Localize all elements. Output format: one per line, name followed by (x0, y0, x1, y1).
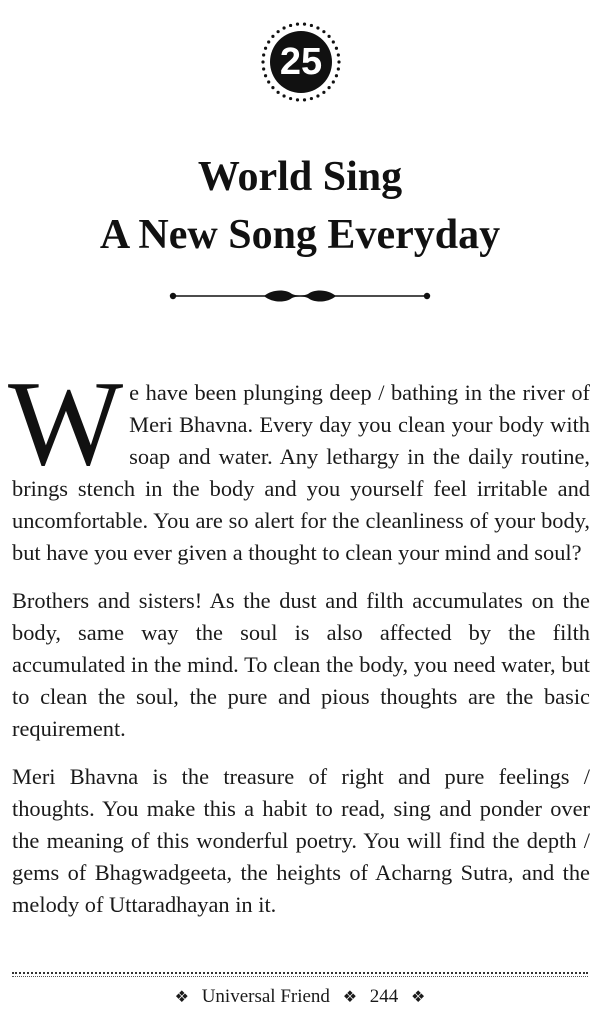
paragraph-2: Brothers and sisters! As the dust and filth accumulates on the body, same way the soul is also affected by the filth accumulated in the mind. To clean the body, you need water, but to clean the soul, the pure and pious thoughts are the basic requirement. (12, 588, 590, 741)
footer-divider-secondary (12, 976, 588, 977)
paragraph-1 (8, 356, 590, 569)
footer-ornament-icon: ❖ (411, 987, 426, 1006)
body-text (8, 356, 590, 937)
chapter-badge (249, 22, 353, 102)
footer-ornament-icon: ❖ (342, 987, 358, 1006)
chapter-title-line-2: A New Song Everyday (99, 212, 501, 258)
footer-book-title: Universal Friend (201, 986, 330, 1007)
page-footer (0, 984, 600, 1010)
title-divider-ornament (168, 285, 432, 307)
chapter-number: 25 (279, 40, 323, 83)
footer-ornament-icon: ❖ (174, 987, 189, 1006)
chapter-title (0, 148, 600, 264)
paragraph-3: Meri Bhavna is the treasure of right and pure feelings / thoughts. You make this a habit to read, sing and ponder over the meaning of this wonderful poetry. You will find the depth / gems of Bhagwadgeeta, the heights of Acharng Sutra, and the melody of Uttaradhayan in it. (12, 764, 590, 917)
chapter-title-line-1: World Sing (197, 154, 403, 200)
footer-page-number: 244 (369, 986, 399, 1007)
paragraph-1-text: e have been plunging deep / bathing in the river of Meri Bhavna. Every day you clean your body with soap and water. Any lethargy in the daily routine, brings stench in the body and you yourself feel irritable and uncomfortable. You are so alert for the cleanliness of your body, but have you ever given a thought to clean your mind and soul? (12, 380, 590, 565)
footer-divider (12, 972, 588, 974)
drop-cap: W (8, 356, 124, 491)
